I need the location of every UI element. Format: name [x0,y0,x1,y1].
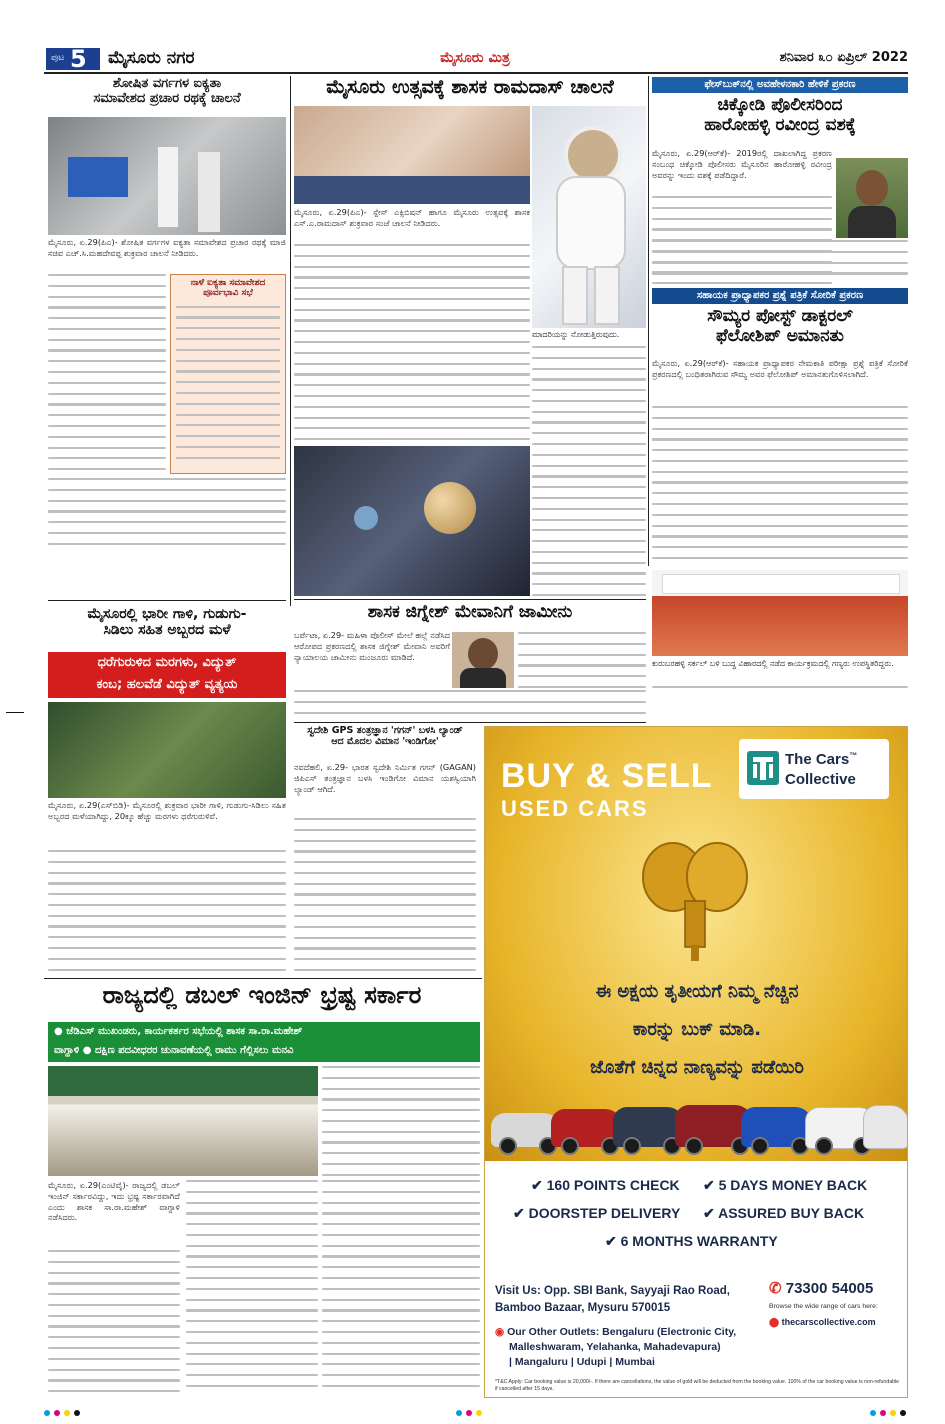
expo-photo-planets [294,446,530,596]
masthead-rule [44,72,908,74]
expo-lead: ಮೈಸೂರು, ಏ.29(ಪಿಎ)- ಸ್ಪೇಸ್ ಎಕ್ಸಿಬಿಷನ್ ಹಾಗೂ ಮೈಸೂರು ಉತ್ಸವಕ್ಕೆ ಶಾಸಕ ಎಸ್.ಎ.ರಾಮದಾಸ್ ಶುಕ್ರವಾರ ಸಂಜೆ ಚಾಲನೆ ನೀಡಿದರು. [294,207,530,228]
feature-label: ASSURED BUY BACK [718,1205,865,1221]
gold-key-illustration [635,835,755,965]
expo-text [294,244,530,444]
advert-phone[interactable] [769,1279,903,1301]
storm-photo [48,702,286,798]
expo-rule [294,599,646,600]
storm-headline-line2: ಸಿಡಿಲು ಸಹಿತ ಅಬ್ಬರದ ಮಳೆ [103,622,231,639]
feature-label: 5 DAYS MONEY BACK [718,1177,868,1193]
politics-subhead [48,1022,480,1062]
bail-text [294,690,646,724]
feature-points-check [531,1177,680,1194]
brand-name-line1: The Cars [785,751,850,768]
website-url: thecarscollective.com [781,1317,876,1327]
feature-doorstep [513,1205,680,1222]
arrest-lead: ಮೈಸೂರು, ಏ.29(ಆರ್‌ಕೆ)- 2019ರಲ್ಲಿ ದಾಖಲಾಗಿದ್ದ ಪ್ರಕರಣ ಸಂಬಂಧ ಚಿಕ್ಕೋಡಿ ಪೊಲೀಸರು ಮೈಸೂರಿನ ಹಾರೋಹಳ್ಳಿ ರವೀಂದ್ರ ಅವರನ್ನು ಇಂದು ವಶಕ್ಕೆ ಪಡೆದಿದ್ದಾರೆ. [652,148,832,180]
rally-sidebar-box [170,274,286,474]
fellowship-photo [652,570,908,656]
location-pin-icon: ⬤ [769,1317,780,1327]
advert-headline [501,757,731,829]
fellowship-text [652,406,908,566]
advert-terms: *T&C Apply: Car booking value is 20,000/-. If there are cancellations, the value of gold will be deducted from the booking value. 100% of the car booking value is non-refundable if cancelled after 15 days. [495,1379,899,1392]
cars-lineup-illustration [485,1093,908,1169]
page-number-badge [46,48,100,70]
brand-logo-icon [747,751,779,785]
politics-sub-line1: ● ಜೆಡಿಎಸ್ ಮುಖಂಡರು, ಕಾರ್ಯಕರ್ತರ ಸಭೆಯಲ್ಲಿ ಶಾಸಕ ಸಾ.ರಾ.ಮಹೇಶ್ [54,1026,303,1037]
check-icon: ✔ [513,1205,525,1221]
flight-headline-line2: ಆದ ಮೊದಲ ವಿಮಾನ 'ಇಂಡಿಗೋ' [331,735,439,747]
flight-headline-line1: ಸ್ವದೇಶಿ GPS ತಂತ್ರಜ್ಞಾನ 'ಗಗನ್' ಬಳಸಿ ಲ್ಯಾಂಡ್ [307,726,463,736]
arrest-headline-line1: ಚಿಕ್ಕೋಡಿ ಪೊಲೀಸರಿಂದ [717,96,843,115]
flight-headline [294,726,476,760]
feature-buy-back [703,1205,864,1222]
bail-rule [294,722,646,723]
page-label: ಪುಟ [51,53,65,63]
storm-banner [48,652,286,698]
car-dealer-advert[interactable] [484,726,908,1398]
politics-lead: ಮೈಸೂರು, ಏ.29(ಎಂಟಿವೈ)- ರಾಜ್ಯದಲ್ಲಿ ಡಬಲ್ ಇಂಜಿನ್ ಸರ್ಕಾರವಿದ್ದು, ಇದು ಭ್ರಷ್ಟ ಸರ್ಕಾರವಾಗಿದೆ ಎಂದು ಶಾಸಕ ಸಾ.ರಾ.ಮಹೇಶ್ ವಾಗ್ದಾಳಿ ನಡೆಸಿದರು. [48,1180,180,1223]
fellowship-caption: ಕುರುಬರಹಳ್ಳಿ ಸರ್ಕಲ್ ಬಳಿ ಬುದ್ಧ ವಿಹಾರದಲ್ಲಿ ನಡೆದ ಕಾರ್ಯಕ್ರಮದಲ್ಲಿ ಗಣ್ಯರು ಉಪಸ್ಥಿತರಿದ್ದರು. [652,659,894,668]
outlets-line3: | Mangaluru | Udupi | Mumbai [509,1356,655,1368]
outlets-line1: Our Other Outlets: Bengaluru (Electronic City, [507,1326,737,1338]
address-line1: Visit Us: Opp. SBI Bank, Sayyaji Rao Road, [495,1285,730,1297]
expo-caption: ಮಾದರಿಯನ್ನು ನೋಡುತ್ತಿರುವುದು. [532,330,620,339]
advert-address [495,1283,765,1323]
feature-label: DOORSTEP DELIVERY [528,1205,681,1221]
offer-line2: ಕಾರನ್ನು ಬುಕ್ ಮಾಡಿ. [632,1019,762,1040]
section-title: ಮೈಸೂರು ನಗರ [108,48,195,68]
feature-label: 6 MONTHS WARRANTY [620,1233,778,1249]
rally-headline-line2: ಸಮಾವೇಶದ ಪ್ರಚಾರ ರಥಕ್ಕೆ ಚಾಲನೆ [93,90,241,106]
column-rule [648,76,649,566]
check-icon: ✔ [703,1177,715,1193]
feature-label: 160 POINTS CHECK [546,1177,680,1193]
paper-name: ಮೈಸೂರು ಮಿತ್ರ [440,50,510,66]
expo-headline: ಮೈಸೂರು ಉತ್ಸವಕ್ಕೆ ಶಾಸಕ ರಾಮದಾಸ್ ಚಾಲನೆ [326,77,614,98]
offer-line3: ಜೊತೆಗೆ ಚಿನ್ನದ ನಾಣ್ಯವನ್ನು ಪಡೆಯಿರಿ [590,1057,804,1078]
check-icon: ✔ [531,1177,543,1193]
rally-box-title: ನಾಳೆ ಐಕ್ಯತಾ ಸಮಾವೇಶದ ಪೂರ್ವಭಾವಿ ಸಭೆ [190,278,266,299]
brand-name-line2: Collective [785,771,856,788]
location-pin-icon: ◉ [495,1326,505,1338]
column-rule [290,76,291,606]
bail-portrait [452,632,514,688]
fellowship-headline-line2: ಫೆಲೋಶಿಪ್ ಅಮಾನತು [716,325,844,346]
politics-photo [48,1066,318,1176]
storm-text [48,850,286,976]
arrest-headline [652,96,908,144]
outlets-line2: Malleshwaram, Yelahanka, Mahadevapura) [509,1341,721,1353]
expo-photo-inauguration [294,106,530,204]
rally-headline-line1: ಶೋಷಿತ ವರ್ಗಗಳ ಐಕ್ಯತಾ [112,77,222,91]
arrest-tag: ಫೇಸ್‌ಬುಕ್‌ನಲ್ಲಿ ಅವಹೇಳನಕಾರಿ ಹೇಳಿಕೆ ಪ್ರಕರಣ [652,77,908,93]
politics-headline: ರಾಜ್ಯದಲ್ಲಿ ಡಬಲ್ ಇಂಜಿನ್ ಭ್ರಷ್ಟ ಸರ್ಕಾರ [102,982,422,1009]
rally-lead: ಮೈಸೂರು, ಏ.29(ಪಿಎ)- ಶೋಷಿತ ವರ್ಗಗಳ ಐಕ್ಯತಾ ಸಮಾವೇಶದ ಪ್ರಚಾರ ರಥಕ್ಕೆ ಮಾಜಿ ಸಚಿವ ಎಚ್.ಸಿ.ಮಹದೇವಪ್ಪ ಶುಕ್ರವಾರ ಚಾಲನೆ ನೀಡಿದರು. [48,237,286,258]
storm-banner-line2: ಕಂಬ; ಹಲವೆಡೆ ವಿದ್ಯುತ್ ವ್ಯತ್ಯಯ [96,677,238,692]
bail-lead: ಬರ್ಪೆಟಾ, ಏ.29- ಮಹಿಳಾ ಪೊಲೀಸ್ ಮೇಲೆ ಹಲ್ಲೆ ನಡೆಸಿದ ಆರೋಪದ ಪ್ರಕರಣದಲ್ಲಿ ಶಾಸಕ ಜಿಗ್ನೇಶ್ ಮೇವಾನಿ ಅವರಿಗೆ ನ್ಯಾಯಾಲಯ ಜಾಮೀನು ಮಂಜೂರು ಮಾಡಿದೆ. [294,630,450,662]
flight-lead: ನವದೆಹಲಿ, ಏ.29- ಭಾರತ ಸ್ವದೇಶಿ ನಿರ್ಮಿತ ಗಗನ್ (GAGAN) ಜಿಪಿಎಸ್ ತಂತ್ರಜ್ಞಾನ ಬಳಸಿ ಇಂಡಿಗೋ ವಿಮಾನ ಯಶಸ್ವಿಯಾಗಿ ಲ್ಯಾಂಡ್ ಆಗಿದೆ. [294,762,476,794]
advert-headline-line1: BUY & SELL [501,757,713,795]
expo-photo-astronaut [532,106,646,328]
rally-photo [48,117,286,235]
check-icon: ✔ [703,1205,715,1221]
rally-headline [48,77,286,113]
advert-browse: Browse the wide range of cars here: [769,1303,878,1310]
storm-lead: ಮೈಸೂರು, ಏ.29(ಎಸ್‌ಬಿಡಿ)- ಮೈಸೂರಲ್ಲಿ ಶುಕ್ರವಾರ ಭಾರೀ ಗಾಳಿ, ಗುಡುಗು-ಸಿಡಿಲು ಸಹಿತ ಅಬ್ಬರದ ಮಳೆಯಾಗಿದ್ದು, 20ಕ್ಕೂ ಹೆಚ್ಚು ಮರಗಳು ಧರೆಗುರುಳಿವೆ. [48,800,286,821]
page-number: 5 [70,48,87,70]
advert-brand-box [739,739,889,799]
address-line2: Bamboo Bazaar, Mysuru 570015 [495,1302,671,1314]
expo-text-right [532,346,646,596]
politics-sub-line2: ವಾಗ್ದಾಳಿ ● ದಕ್ಷಿಣ ಪದವೀಧರರ ಚುನಾವಣೆಯಲ್ಲಿ ರಾಮು ಗೆಲ್ಲಿಸಲು ಮನವಿ [54,1045,294,1056]
bail-headline: ಶಾಸಕ ಜಿಗ್ನೇಶ್ ಮೇವಾನಿಗೆ ಜಾಮೀನು [367,603,573,622]
fellowship-lead: ಮೈಸೂರು, ಏ.29(ಆರ್‌ಕೆ)- ಸಹಾಯಕ ಪ್ರಾಧ್ಯಾಪಕರ ನೇಮಕಾತಿ ಪರೀಕ್ಷಾ ಪ್ರಶ್ನೆ ಪತ್ರಿಕೆ ಸೋರಿಕೆ ಪ್ರಕರಣದಲ್ಲಿ ಬಂಧಿತರಾಗಿರುವ ಸೌಮ್ಯ ಅವರ ಫೆಲೋಶಿಪ್ ಅಮಾನತುಗೊಳಿಸಲಾಗಿದೆ. [652,358,908,379]
rally-text-bottom [48,478,286,546]
storm-headline [48,606,286,650]
advert-headline-line2: USED CARS [501,796,649,821]
flight-text [294,818,476,974]
phone-number: 73300 54005 [785,1280,874,1297]
flight-rule [44,978,482,979]
phone-icon: ✆ [769,1280,782,1297]
rally-text-left [48,274,166,474]
fellowship-headline [652,307,908,355]
rally-rule [48,600,286,601]
politics-text-col1 [48,1250,180,1392]
politics-text-side [322,1066,480,1176]
feature-warranty [605,1233,778,1250]
politics-text-col2 [186,1180,318,1392]
storm-banner-line1: ಧರೆಗುರುಳಿದ ಮರಗಳು, ವಿದ್ಯುತ್ [97,655,237,670]
arrest-headline-line2: ಹಾರೋಹಳ್ಳಿ ರವೀಂದ್ರ ವಶಕ್ಕೆ [704,114,856,135]
arrest-portrait [836,158,908,238]
politics-text-col3 [322,1180,480,1392]
advert-website[interactable] [769,1317,905,1331]
storm-headline-line1: ಮೈಸೂರಲ್ಲಿ ಭಾರೀ ಗಾಳಿ, ಗುಡುಗು- [87,606,247,622]
advert-offer [495,973,899,1093]
feature-money-back [703,1177,867,1194]
advert-outlets [495,1325,765,1379]
fellowship-caption-extra [652,686,908,700]
fellowship-headline-line1: ಸೌಮ್ಯರ ಪೋಸ್ಟ್ ಡಾಕ್ಟರಲ್ [707,307,853,326]
advert-features [495,1175,899,1287]
issue-date: ಶನಿವಾರ ೩೦ ಏಪ್ರಿಲ್ 2022 [779,50,908,65]
check-icon: ✔ [605,1233,617,1249]
brand-tm: ™ [849,751,858,760]
bail-text-right [518,632,646,688]
arrest-text-full [652,240,908,284]
fellowship-tag: ಸಹಾಯಕ ಪ್ರಾಧ್ಯಾಪಕರ ಪ್ರಶ್ನೆ ಪತ್ರಿಕೆ ಸೋರಿಕೆ ಪ್ರಕರಣ [652,288,908,304]
offer-line1: ಈ ಅಕ್ಷಯ ತೃತೀಯಗೆ ನಿಮ್ಮ ನೆಚ್ಚಿನ [595,981,799,1002]
